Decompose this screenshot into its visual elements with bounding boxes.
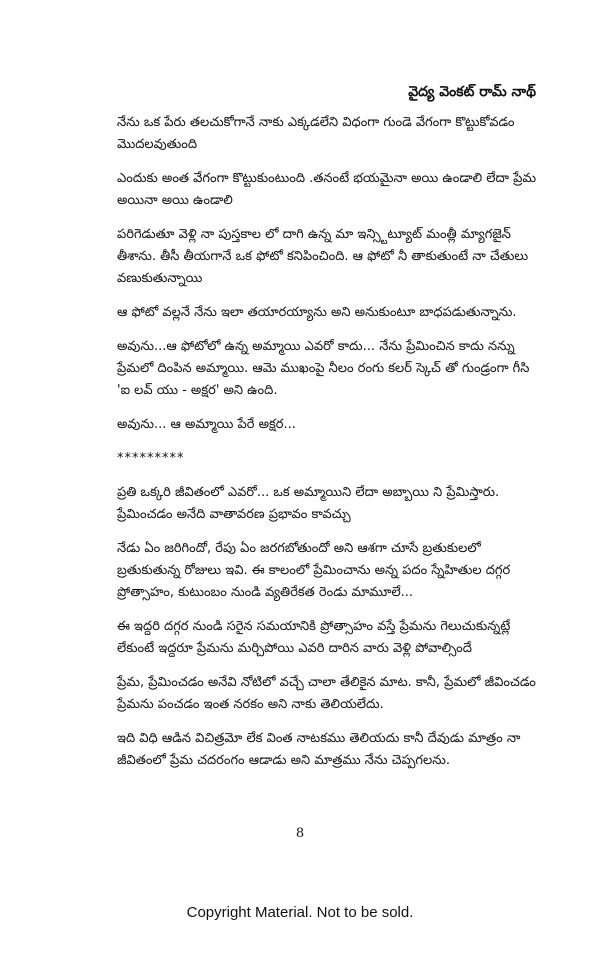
paragraph: ఎందుకు అంత వేగంగా కొట్టుకుంటుంది .తనంటే భయమైనా అయి ఉండాలి లేదా ప్రేమ అయినా అయి ఉండాలి: [117, 171, 537, 208]
paragraph: ప్రతి ఒక్కరి జీవితంలో ఎవరో... ఒక అమ్మాయిని లేదా అబ్బాయి ని ప్రేమిస్తారు. ప్రేమించడం అనేది వాతావరణ ప్రభావం కావచ్చు: [117, 485, 500, 522]
paragraph: ఇది విధి ఆడిన విచిత్రమో లేక వింత నాటకము తెలియదు కానీ దేవుడు మాత్రం నా జీవితంలో ప్రేమ చదరంగం ఆడాడు అని మాత్రము నేను చెప్పగలను.: [117, 731, 521, 768]
paragraph: ఈ ఇద్దరి దగ్గర నుండి సరైన సమయానికి ప్రోత్సాహం వస్తే ప్రేమను గెలుచుకున్నట్లే లేకుంటే ఇద్దరూ ప్రేమను మర్చిపోయి ఎవరి దారిన వారు వెళ్లి పోవాల్సిందే: [117, 619, 511, 656]
paragraph: ప్రేమ, ప్రేమించడం అనేవి నోటిలో వచ్చే చాలా తేలికైన మాట. కానీ, ప్రేమలో జీవించడం ప్రేమను పంచడం ఇంత నరకం అని నాకు తెలియలేదు.: [117, 675, 536, 712]
section-separator: *********: [117, 451, 185, 466]
paragraph: నేడు ఏం జరిగిందో, రేపు ఏం జరగబోతుందో అని ఆశగా చూసే బ్రతుకులలో బ్రతుకుతున్న రోజులు ఇవి. ఈ కాలంలో ప్రేమించాను అన్న పదం స్నేహితుల దగ్గర ప్రోత్సాహం, కుటుంబం నుండి వ్యతిరేకత రెండు మామూలే...: [117, 541, 511, 600]
copyright-notice: Copyright Material. Not to be sold.: [186, 904, 414, 921]
author-name: వైద్య వెంకట్ రామ్ నాథ్: [408, 84, 536, 100]
paragraph: అవును...ఆ ఫోటోలో ఉన్న అమ్మాయి ఎవరో కాదు... నేను ప్రేమించిన కాదు నన్ను ప్రేమలో దింపిన అమ్మాయి. ఆమె ముఖంపై నీలం రంగు కలర్ స్కెచ్ తో గుండ్రంగా గీసి 'ఐ లవ్ యు - అక్షర' అని ఉంది.: [117, 339, 530, 398]
paragraph: పరిగెడుతూ వెళ్లి నా పుస్తకాల లో దాగి ఉన్న మా ఇన్స్టిట్యూట్ మంత్లీ మ్యాగజైన్ తీశాను. తీసీ తీయగానే ఒక ఫోటో కనిపించింది. ఆ ఫోటో నీ తాకుతుంటే నా చేతులు వణుకుతున్నాయి: [117, 227, 529, 286]
paragraph: ఆ ఫోటో వల్లనే నేను ఇలా తయారయ్యాను అని అనుకుంటూ బాధపడుతున్నాను.: [117, 305, 517, 320]
page-number: 8: [295, 826, 305, 841]
paragraph: అవును... ఆ అమ్మాయి పేరే అక్షర...: [117, 417, 296, 432]
page-body: [117, 112, 537, 784]
paragraph: నేను ఒక పేరు తలచుకోగానే నాకు ఎక్కడలేని విధంగా గుండె వేగంగా కొట్టుకోవడం మొదలవుతుంది: [117, 115, 515, 152]
